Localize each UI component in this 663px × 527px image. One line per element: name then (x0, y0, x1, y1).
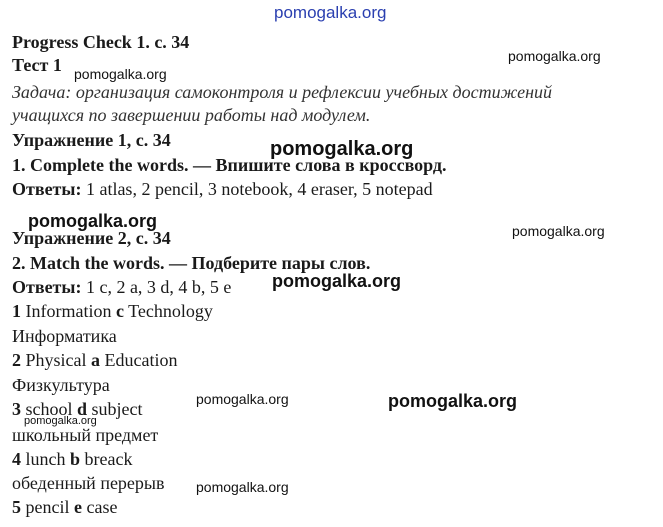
watermark: pomogalka.org (196, 391, 289, 407)
page-title: Progress Check 1. c. 34 (12, 32, 190, 52)
exercise-1-answers (12, 179, 433, 199)
exercise-2-instruction: 2. Match the words. — Подберите пары слов. (12, 253, 371, 273)
task-label: Задача: (12, 82, 72, 102)
watermark: pomogalka.org (24, 415, 97, 427)
answers-label: Ответы: (12, 179, 82, 199)
pair-translation: школьный предмет (12, 425, 159, 445)
pair-word-b: subject (87, 399, 143, 419)
watermark: pomogalka.org (388, 391, 518, 411)
pair-item (12, 449, 132, 469)
watermark: pomogalka.org (28, 211, 158, 231)
watermark: pomogalka.org (196, 479, 289, 495)
pair-item (12, 301, 213, 321)
pair-word-a: Information (21, 301, 116, 321)
exercise-1-heading: Упражнение 1, с. 34 (12, 130, 171, 150)
exercise-1-instruction: 1. Complete the words. — Впишите слова в кроссворд. (12, 155, 447, 175)
exercise-2-heading: Упражнение 2, с. 34 (12, 228, 171, 248)
pair-word-b: Education (100, 350, 178, 370)
watermark: pomogalka.org (512, 223, 605, 239)
pair-letter: b (70, 449, 81, 469)
watermark: pomogalka.org (74, 66, 167, 82)
pair-letter: c (115, 301, 124, 321)
answers-text: 1 atlas, 2 pencil, 3 notebook, 4 eraser, 5 notepad (81, 179, 433, 199)
exercise-2-answers (12, 277, 231, 297)
pair-word-a: lunch (21, 449, 70, 469)
pair-word-a: pencil (21, 497, 74, 517)
watermark: pomogalka.org (508, 48, 601, 64)
test-label: Тест 1 (12, 55, 62, 75)
pair-letter: e (73, 497, 82, 517)
pair-letter: a (91, 350, 100, 370)
answers-label: Ответы: (12, 277, 82, 297)
pair-item (12, 399, 143, 419)
task-text: организация самоконтроля и рефлексии учебных достижений (71, 82, 553, 102)
pair-letter: d (77, 399, 88, 419)
pair-number: 1 (12, 301, 21, 321)
pair-item (12, 350, 177, 370)
pair-item (12, 497, 117, 517)
pair-translation: обеденный перерыв (12, 473, 165, 493)
pair-number: 4 (12, 449, 21, 469)
pair-word-a: Physical (21, 350, 91, 370)
watermark: pomogalka.org (272, 271, 402, 291)
watermark-top: pomogalka.org (274, 3, 387, 22)
pair-number: 3 (12, 399, 21, 419)
task-line-1 (12, 82, 552, 102)
answers-text: 1 c, 2 a, 3 d, 4 b, 5 e (81, 277, 232, 297)
pair-word-b: breack (80, 449, 133, 469)
pair-word-b: case (81, 497, 118, 517)
pair-word-a: school (21, 399, 77, 419)
pair-translation: Физкультура (12, 375, 110, 395)
task-line-2: учащихся по завершении работы над модулем. (12, 105, 371, 125)
pair-number: 5 (12, 497, 21, 517)
watermark: pomogalka.org (270, 138, 414, 160)
pair-number: 2 (12, 350, 21, 370)
pair-translation: Информатика (12, 326, 117, 346)
pair-word-b: Technology (123, 301, 213, 321)
